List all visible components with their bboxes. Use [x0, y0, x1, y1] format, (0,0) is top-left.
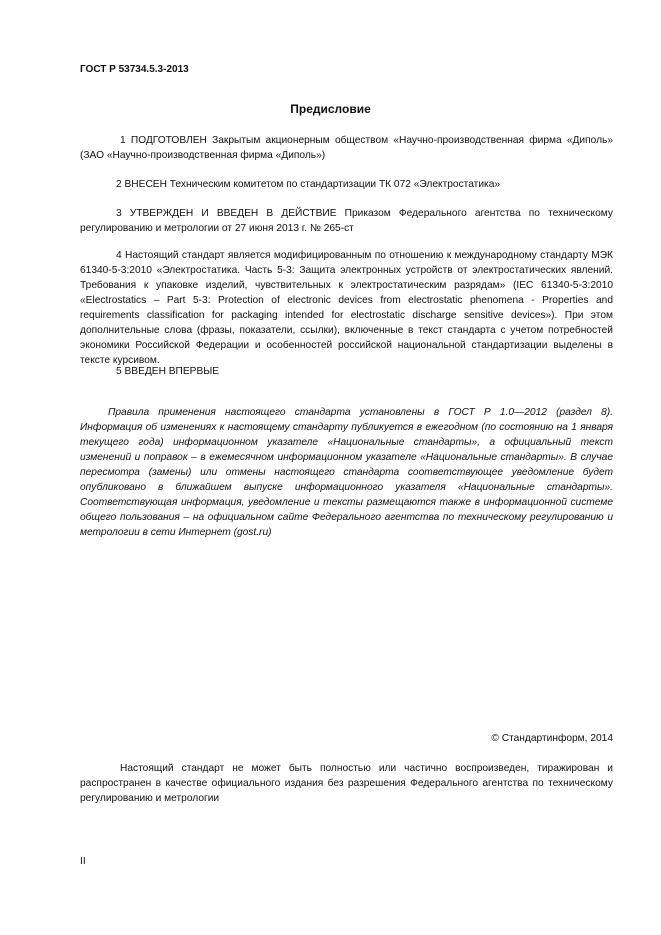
copyright-line: © Стандартинформ, 2014 [491, 733, 613, 744]
page-title: Предисловие [290, 102, 371, 116]
foreword-item-5: 5 ВВЕДЕН ВПЕРВЫЕ [116, 366, 220, 377]
standard-code-header: ГОСТ Р 53734.5.3-2013 [80, 64, 189, 75]
foreword-item-3: 3 УТВЕРЖДЕН И ВВЕДЕН В ДЕЙСТВИЕ Приказом Федерального агентства по техническому регулированию и метрологии от 27 июня 2013 г. № 265-ст [80, 208, 613, 234]
foreword-item-2: 2 ВНЕСЕН Техническим комитетом по стандартизации ТК 072 «Электростатика» [116, 179, 501, 190]
rules-note: Правила применения настоящего стандарта установлены в ГОСТ Р 1.0—2012 (раздел 8). Информация об изменениях к настоящему стандарту публикуется в ежегодном (по состоянию на 1 января текущего года) информационном указателе «Национальные стандарты», а официальный текст изменений и поправок – в ежемесячном информационном указателе «Национальные стандарты». В случае пересмотра (замены) или отмены настоящего стандарта соответствующее уведомление будет опубликовано в ближайшем выпуске информационного указателя «Национальные стандарты». Соответствующая информация, уведомление и тексты размещаются также в информационной системе общего пользования – на официальном сайте Федерального агентства по техническому регулированию и метрологии в сети Интернет (gost.ru) [80, 407, 613, 538]
foreword-item-1: 1 ПОДГОТОВЛЕН Закрытым акционерным обществом «Научно-производственная фирма «Диполь» (ЗАО «Научно-производственная фирма «Диполь») [80, 135, 613, 161]
foreword-item-4: 4 Настоящий стандарт является модифицированным по отношению к международному стандарту МЭК 61340-5-3:2010 «Электростатика. Часть 5-3: Защита электронных устройств от электростатических явлений. Требования к упаковке изделий, чувствительных к электростатическим разрядам» (IEC 61340-5-3:2010 «Electrostatics – Part 5-3: Protection of electronic devices from electrostatic phenomena - Properties and requirements classification for packaging intended for electrostatic discharge sensitive devices»). При этом дополнительные слова (фразы, показатели, ссылки), включенные в текст стандарта с учетом потребностей экономики Российской Федерации и особенностей российской национальной стандартизации выделены в тексте курсивом. [80, 250, 613, 366]
reproduction-note: Настоящий стандарт не может быть полностью или частично воспроизведен, тиражирован и распространен в качестве официального издания без разрешения Федерального агентства по техническому регулированию и метрологии [80, 763, 613, 804]
page-number: II [80, 856, 86, 867]
